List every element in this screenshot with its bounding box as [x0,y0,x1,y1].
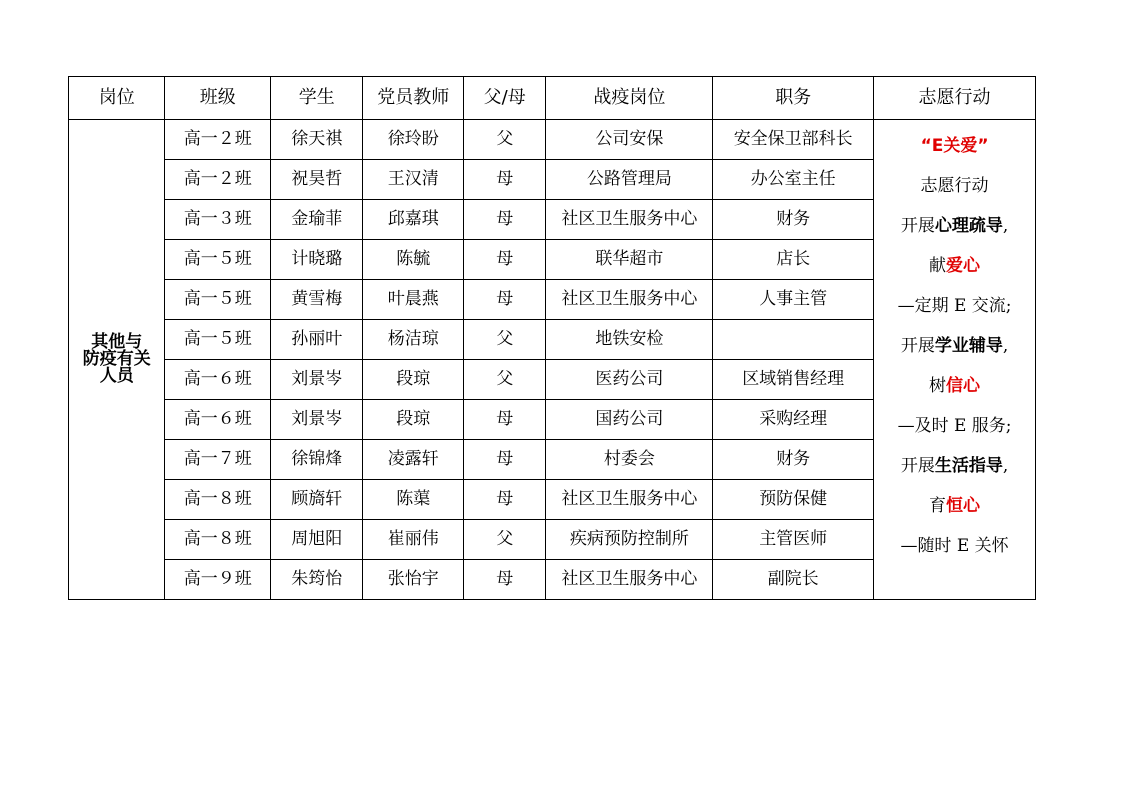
header-row [69,77,1036,120]
volunteer-line [874,255,1035,298]
cell-job-title: 副院长 [713,560,874,600]
cell-job-title: 安全保卫部科长 [713,120,874,160]
header-cell-job-title: 职务 [713,77,874,120]
volunteer-text: , [1002,335,1009,356]
header-cell-parent: 父/母 [464,77,546,120]
cell-class: 高一９班 [165,560,271,600]
cell-job-title: 财务 [713,200,874,240]
cell-teacher: 张怡宇 [363,560,464,600]
volunteer-line [874,295,1035,338]
cell-teacher: 陈毓 [363,240,464,280]
cell-class: 高一６班 [165,360,271,400]
volunteer-text: , [1002,215,1009,236]
volunteer-text: 开展 [900,455,935,476]
volunteer-text: “E关爱” [920,135,989,156]
cell-student: 周旭阳 [271,520,363,560]
cell-student: 黄雪梅 [271,280,363,320]
volunteer-line [874,535,1035,578]
volunteer-action-cell [874,120,1036,600]
cell-parent: 父 [464,320,546,360]
cell-parent: 母 [464,280,546,320]
cell-teacher: 邱嘉琪 [363,200,464,240]
cell-parent: 母 [464,200,546,240]
cell-job-title: 财务 [713,440,874,480]
volunteer-line [874,335,1035,378]
cell-parent: 母 [464,440,546,480]
cell-class: 高一３班 [165,200,271,240]
cell-duty-post: 公司安保 [546,120,713,160]
cell-class: 高一５班 [165,280,271,320]
cell-job-title: 主管医师 [713,520,874,560]
category-cell [69,120,165,600]
volunteer-line [874,415,1035,458]
cell-teacher: 王汉清 [363,160,464,200]
volunteer-text: —及时 E 服务; [897,415,1012,436]
cell-class: 高一２班 [165,120,271,160]
cell-duty-post: 社区卫生服务中心 [546,200,713,240]
cell-duty-post: 社区卫生服务中心 [546,560,713,600]
cell-class: 高一５班 [165,240,271,280]
volunteer-text: 献 [929,255,947,276]
volunteer-text: 生活指导 [934,455,1003,476]
cell-duty-post: 村委会 [546,440,713,480]
cell-class: 高一６班 [165,400,271,440]
table-row [69,120,1036,160]
cell-teacher: 段琼 [363,400,464,440]
cell-job-title: 区域销售经理 [713,360,874,400]
volunteer-text: 开展 [900,215,935,236]
cell-parent: 父 [464,120,546,160]
cell-student: 徐天祺 [271,120,363,160]
cell-class: 高一５班 [165,320,271,360]
header-cell-position: 岗位 [69,77,165,120]
cell-parent: 母 [464,400,546,440]
cell-teacher: 叶晨燕 [363,280,464,320]
cell-student: 顾旖轩 [271,480,363,520]
volunteer-text: 信心 [946,375,981,396]
cell-duty-post: 社区卫生服务中心 [546,480,713,520]
volunteer-text: 学业辅导 [934,335,1003,356]
cell-student: 计晓璐 [271,240,363,280]
volunteer-line [874,495,1035,538]
volunteer-line [874,455,1035,498]
cell-student: 徐锦烽 [271,440,363,480]
cell-student: 金瑜菲 [271,200,363,240]
cell-job-title: 办公室主任 [713,160,874,200]
cell-job-title: 店长 [713,240,874,280]
cell-student: 刘景岑 [271,360,363,400]
cell-teacher: 陈蕖 [363,480,464,520]
cell-duty-post: 医药公司 [546,360,713,400]
header-cell-volunteer: 志愿行动 [874,77,1036,120]
cell-parent: 父 [464,360,546,400]
cell-job-title: 人事主管 [713,280,874,320]
cell-teacher: 段琼 [363,360,464,400]
cell-class: 高一２班 [165,160,271,200]
staff-table [68,76,1036,600]
category-line: 防疫有关 [82,349,151,369]
cell-class: 高一８班 [165,520,271,560]
cell-student: 祝昊哲 [271,160,363,200]
cell-student: 孙丽叶 [271,320,363,360]
cell-job-title: 预防保健 [713,480,874,520]
cell-teacher: 崔丽伟 [363,520,464,560]
volunteer-text: 开展 [900,335,935,356]
cell-parent: 母 [464,480,546,520]
cell-duty-post: 国药公司 [546,400,713,440]
volunteer-line [874,215,1035,258]
cell-parent: 母 [464,160,546,200]
category-line: 人员 [99,366,134,386]
cell-parent: 父 [464,520,546,560]
header-cell-student: 学生 [271,77,363,120]
volunteer-text: 恒心 [946,495,981,516]
volunteer-text: 育 [929,495,947,516]
cell-student: 刘景岑 [271,400,363,440]
volunteer-text: —随时 E 关怀 [900,535,1009,556]
cell-teacher: 杨洁琼 [363,320,464,360]
volunteer-line [874,375,1035,418]
volunteer-text: —定期 E 交流; [897,295,1012,316]
volunteer-text: 树 [929,375,947,396]
cell-teacher: 凌露轩 [363,440,464,480]
volunteer-text: 爱心 [946,255,981,276]
volunteer-line [874,175,1035,218]
volunteer-text: , [1002,455,1009,476]
volunteer-text: 志愿行动 [920,175,989,196]
cell-student: 朱筠怡 [271,560,363,600]
category-line: 其他与 [91,332,143,352]
cell-duty-post: 公路管理局 [546,160,713,200]
cell-duty-post: 联华超市 [546,240,713,280]
cell-duty-post: 疾病预防控制所 [546,520,713,560]
volunteer-line [874,135,1035,178]
cell-job-title: 采购经理 [713,400,874,440]
header-cell-teacher: 党员教师 [363,77,464,120]
cell-class: 高一８班 [165,480,271,520]
header-cell-duty-post: 战疫岗位 [546,77,713,120]
cell-teacher: 徐玲盼 [363,120,464,160]
cell-duty-post: 社区卫生服务中心 [546,280,713,320]
cell-parent: 母 [464,240,546,280]
header-cell-class: 班级 [165,77,271,120]
cell-duty-post: 地铁安检 [546,320,713,360]
cell-job-title [713,320,874,360]
cell-class: 高一７班 [165,440,271,480]
cell-parent: 母 [464,560,546,600]
volunteer-text: 心理疏导 [934,215,1003,236]
